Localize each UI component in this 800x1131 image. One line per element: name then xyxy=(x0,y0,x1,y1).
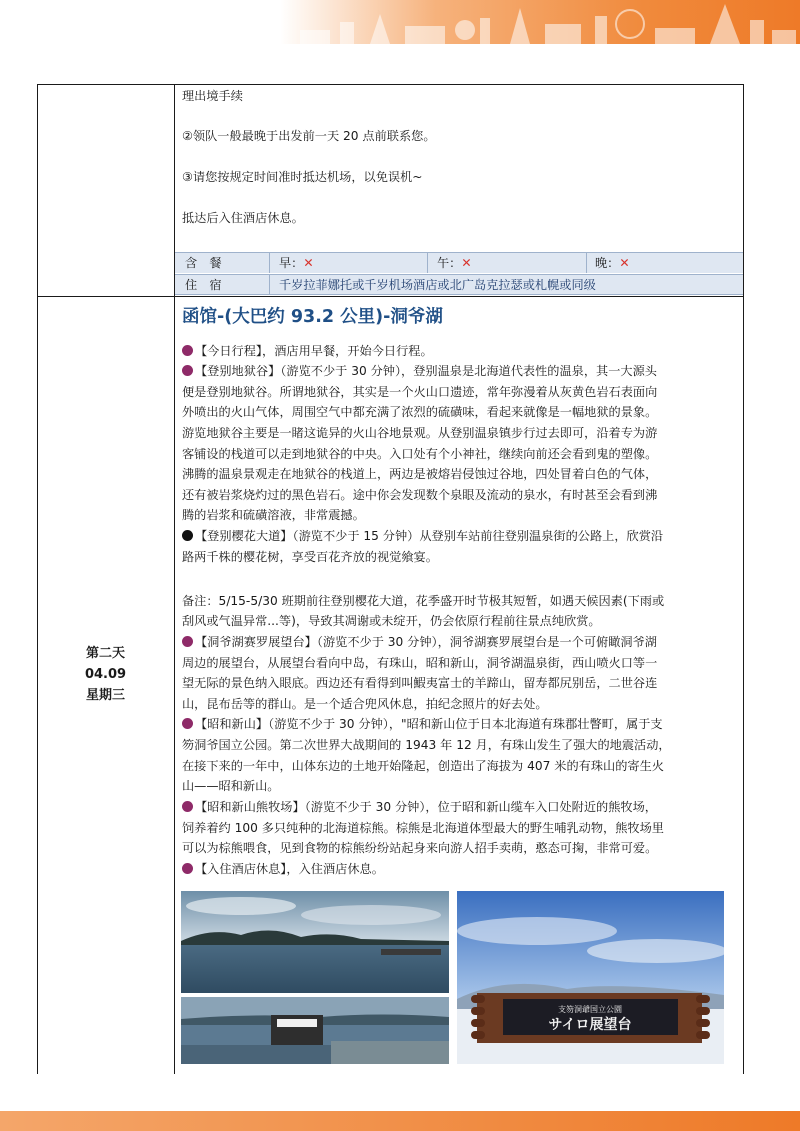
itinerary-line: 在接下来的一年中，山体东边的土地开始隆起，创造出了海拔为 407 米的有珠山的寄生火 xyxy=(182,759,664,773)
itinerary-line: 还有被岩浆烧灼过的黑色岩石。途中你会发现数个泉眼及流动的泉水，有时甚至会看到沸 xyxy=(182,488,658,502)
itinerary-line: 饲养着约 100 多只纯种的北海道棕熊。棕熊是北海道体型最大的野生哺乳动物，熊牧场里 xyxy=(182,821,664,835)
top-text-line: 抵达后入住酒店休息。 xyxy=(182,211,304,225)
itinerary-line: 备注：5/15-5/30 班期前往登别樱花大道，花季盛开时节极其短暂，如遇天候因素(下雨或 xyxy=(182,594,665,608)
cell-divider xyxy=(427,253,428,273)
lunch-cell xyxy=(437,253,472,273)
itinerary-line: 【登别地狱谷】（游览不少于 30 分钟），登别温泉是北海道代表性的温泉，其一大源头 xyxy=(182,361,657,382)
purple-bullet-icon xyxy=(182,801,193,812)
cell-divider xyxy=(269,253,270,273)
header-banner xyxy=(0,0,800,44)
day-weekday: 星期三 xyxy=(85,688,125,703)
day-title: 函馆-(大巴约 93.2 公里)-洞爷湖 xyxy=(182,307,443,327)
day-date: 04.09 xyxy=(84,667,127,682)
itinerary-line: 客铺设的栈道可以走到地狱谷的中央。入口处有个小神社，继续向前还会看到鬼的塑像。 xyxy=(182,447,658,461)
purple-bullet-icon xyxy=(182,345,193,356)
cell-divider xyxy=(586,253,587,273)
itinerary-line: 刮风或气温异常...等)，导致其凋谢或未绽开，仍会依原行程前往景点纯欣赏。 xyxy=(182,614,601,628)
itinerary-line: 周边的展望台，从展望台看向中岛，有珠山，昭和新山，洞爷湖温泉街，西山喷火口等一 xyxy=(182,656,658,670)
sign-line-2: サイロ展望台 xyxy=(548,1017,632,1033)
itinerary-line: 望无际的景色纳入眼底。西边还有看得到叫鰕夷富士的羊蹄山，留寿都尻别岳，二世谷连 xyxy=(182,676,658,690)
itinerary-line: 【今日行程】，酒店用早餐，开始今日行程。 xyxy=(182,341,433,362)
row-divider xyxy=(37,296,744,297)
city-skyline-icon xyxy=(280,0,800,44)
observation-deck-image xyxy=(457,891,724,1064)
itinerary-line: 【昭和新山熊牧场】（游览不少于 30 分钟），位于昭和新山缆车入口处附近的熊牧场， xyxy=(182,797,657,818)
breakfast-cell xyxy=(279,253,314,273)
itinerary-line: 可以为棕熊喂食，见到食物的棕熊纷纷站起身来向游人招手卖萌，憨态可掬，非常可爱。 xyxy=(182,841,658,855)
purple-bullet-icon xyxy=(182,365,193,376)
breakfast-label: 早： xyxy=(279,256,304,270)
itinerary-line: 山——昭和新山。 xyxy=(182,779,280,793)
itinerary-line: 腾的岩浆和硫磺溶液，非常震撼。 xyxy=(182,508,365,522)
lake-landscape-image xyxy=(181,891,449,1064)
cell-divider xyxy=(269,275,270,295)
top-text-line: ③请您按规定时间准时抵达机场，以免误机~ xyxy=(182,170,423,184)
itinerary-line: 【入住酒店休息】，入住酒店休息。 xyxy=(182,859,384,880)
hotel-label: 住 宿 xyxy=(185,278,222,292)
dinner-label: 晚： xyxy=(595,256,620,270)
day-number: 第二天 xyxy=(85,646,125,661)
itinerary-line: 路两千株的樱花树，享受百花齐放的视觉飨宴。 xyxy=(182,550,438,564)
lunch-x-icon: ✕ xyxy=(461,256,472,270)
itinerary-line: 【昭和新山】（游览不少于 30 分钟），"昭和新山位于日本北海道有珠郡壮瞥町，属于支 xyxy=(182,714,663,735)
dinner-x-icon: ✕ xyxy=(619,256,630,270)
hotel-row xyxy=(175,274,743,295)
itinerary-line: 【洞爷湖赛罗展望台】（游览不少于 30 分钟），洞爷湖赛罗展望台是一个可俯瞰洞爷湖 xyxy=(182,632,657,653)
top-text-line: ②领队一般最晚于出发前一天 20 点前联系您。 xyxy=(182,129,436,143)
lunch-label: 午： xyxy=(437,256,462,270)
hotel-value: 千岁拉菲娜托或千岁机场酒店或北广岛克拉瑟或札幌或同级 xyxy=(279,278,596,292)
sign-line-1: 支笏洞爺国立公園 xyxy=(558,1005,622,1014)
itinerary-line: 沸腾的温泉景观走在地狱谷的栈道上，两边是被熔岩侵蚀过谷地，四处冒着白色的气体， xyxy=(182,467,658,481)
top-text-line: 理出境手续 xyxy=(182,89,243,103)
black-bullet-icon xyxy=(182,530,193,541)
itinerary-line: 游览地狱谷主要是一睹这诡异的火山谷地景观。从登别温泉镇步行过去即可，沿着专为游 xyxy=(182,426,658,440)
column-divider xyxy=(174,84,175,1074)
observation-deck-photo xyxy=(457,891,724,1064)
lake-photo xyxy=(181,891,449,1064)
meal-row xyxy=(175,252,743,273)
itinerary-line: 山，昆布岳等的群山。是一个适合兜风休息，拍纪念照片的好去处。 xyxy=(182,697,548,711)
breakfast-x-icon: ✕ xyxy=(303,256,314,270)
dinner-cell xyxy=(595,253,630,273)
purple-bullet-icon xyxy=(182,636,193,647)
itinerary-line: 【登别樱花大道】（游览不少于 15 分钟）从登别车站前往登别温泉街的公路上，欣赏沿 xyxy=(182,526,663,547)
footer-bar xyxy=(0,1111,800,1131)
meal-label: 含 餐 xyxy=(185,256,222,270)
meal-hotel-table xyxy=(175,252,743,296)
purple-bullet-icon xyxy=(182,718,193,729)
itinerary-line: 便是登别地狱谷。所谓地狱谷，其实是一个火山口遗迹，常年弥漫着从灰黄色岩石表面向 xyxy=(182,385,658,399)
itinerary-line: 笏洞爷国立公园。第二次世界大战期间的 1943 年 12 月，有珠山发生了强大的地震活动， xyxy=(182,738,671,752)
itinerary-line: 外喷出的火山气体，周围空气中都充满了浓烈的硫磺味，看起来就像是一幅地狱的景象。 xyxy=(182,405,658,419)
purple-bullet-icon xyxy=(182,863,193,874)
